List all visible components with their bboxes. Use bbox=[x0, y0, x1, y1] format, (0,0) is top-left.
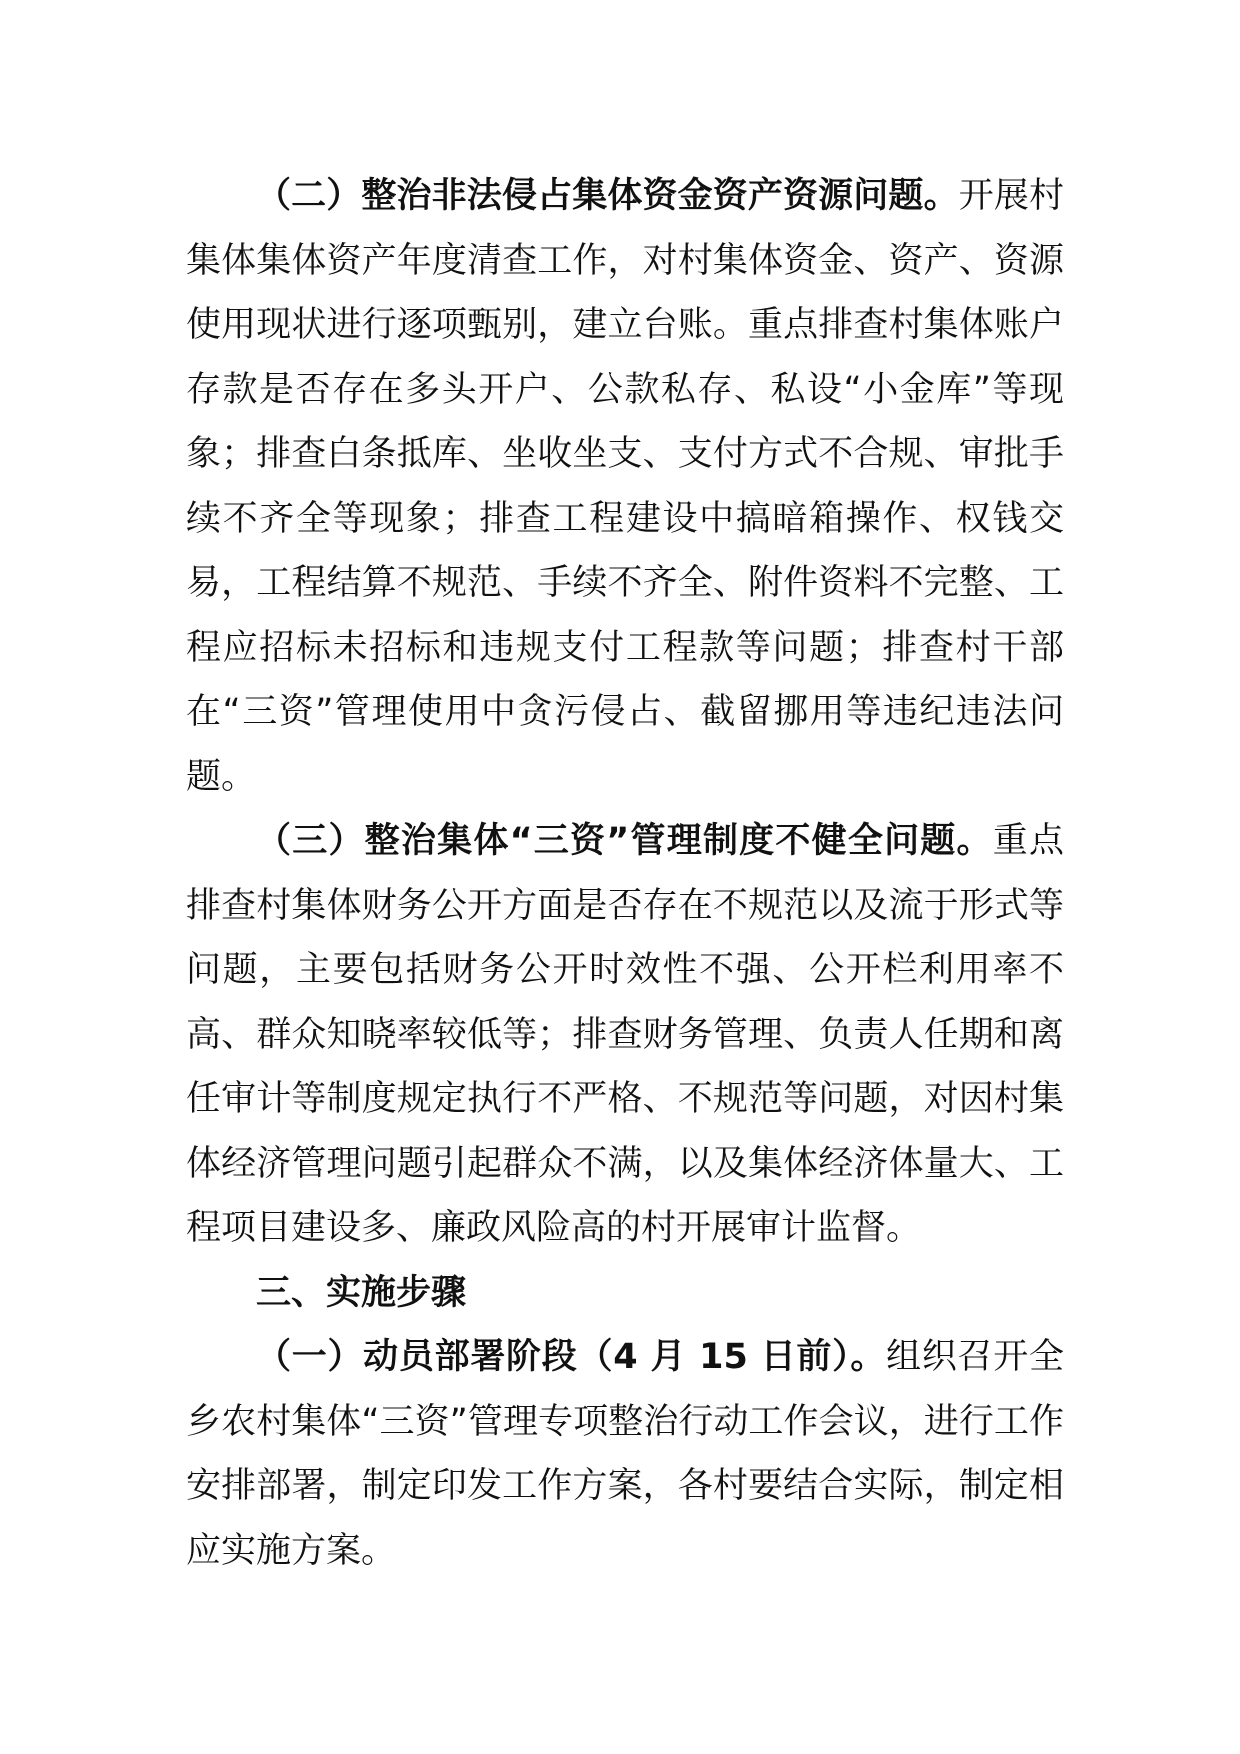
paragraph-text: 重点排查村集体财务公开方面是否存在不规范以及流于形式等问题，主要包括财务公开时效性不强、公开栏利用率不高、群众知晓率较低等；排查财务管理、负责人任期和离任审计等制度规定执行不严格、不规范等问题，对因村集体经济管理问题引起群众不满，以及集体经济体量大、工程项目建设多、廉政风险高的村开展审计监督。 bbox=[186, 821, 1064, 1248]
section-heading: 三、实施步骤 bbox=[256, 1272, 467, 1313]
section-heading-implementation-steps bbox=[186, 1261, 1064, 1326]
paragraph-heading: （二）整治非法侵占集体资金资产资源问题。 bbox=[256, 176, 959, 216]
document-body bbox=[186, 164, 1064, 1583]
paragraph-rectify-illegal-occupation bbox=[186, 164, 1064, 809]
paragraph-text: 组织召开全乡农村集体“三资”管理专项整治行动工作会议，进行工作安排部署，制定印发工作方案，各村要结合实际，制定相应实施方案。 bbox=[186, 1337, 1064, 1571]
paragraph-heading: （一）动员部署阶段（4 月 15 日前）。 bbox=[256, 1337, 887, 1377]
paragraph-text: 开展村集体集体资产年度清查工作，对村集体资金、资产、资源使用现状进行逐项甄别，建立台账。重点排查村集体账户存款是否存在多头开户、公款私存、私设“小金库”等现象；排查白条抵库、坐收坐支、支付方式不合规、审批手续不齐全等现象；排查工程建设中搞暗箱操作、权钱交易，工程结算不规范、手续不齐全、附件资料不完整、工程应招标未招标和违规支付工程款等问题；排查村干部在“三资”管理使用中贪污侵占、截留挪用等违纪违法问题。 bbox=[186, 176, 1064, 797]
paragraph-mobilization-stage bbox=[186, 1325, 1064, 1583]
paragraph-heading: （三）整治集体“三资”管理制度不健全问题。 bbox=[256, 821, 993, 861]
paragraph-rectify-management-system bbox=[186, 809, 1064, 1261]
